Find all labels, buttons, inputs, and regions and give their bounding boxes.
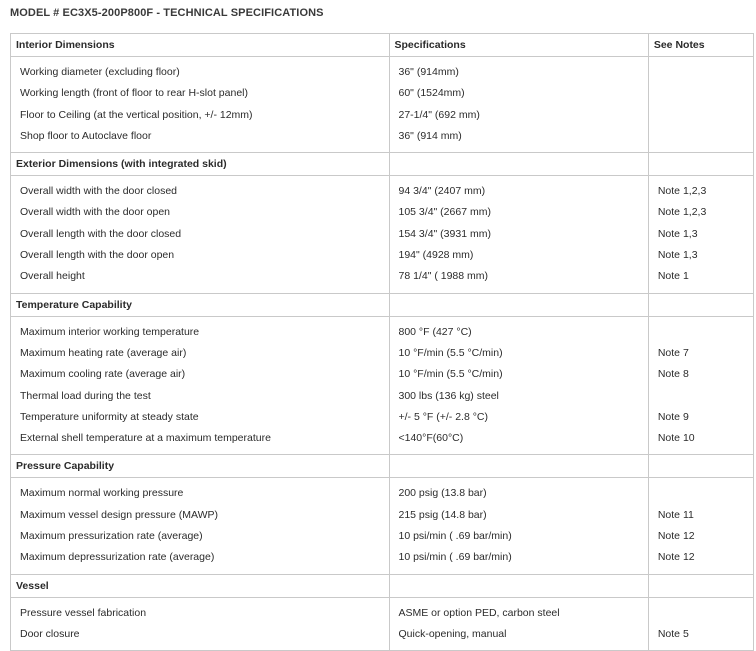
spec-value: 78 1/4" ( 1988 mm): [398, 270, 489, 283]
spec-label: Working length (front of floor to rear H-slot panel): [20, 87, 248, 100]
section-notes-header: [648, 293, 753, 316]
spec-label: Door closure: [20, 627, 80, 640]
spec-value: +/- 5 °F (+/- 2.8 °C): [398, 410, 489, 423]
spec-label-cell: [11, 597, 390, 651]
spec-note: [649, 126, 753, 147]
spec-note: [649, 62, 753, 83]
spec-label: External shell temperature at a maximum temperature: [20, 432, 271, 445]
spec-label: Maximum vessel design pressure (MAWP): [20, 508, 218, 521]
spec-label: Overall length with the door open: [20, 249, 175, 262]
spec-value: <140°F(60°C): [398, 432, 464, 445]
spec-value: 36" (914mm): [398, 66, 459, 78]
spec-value-cell: [389, 176, 648, 293]
spec-value: 300 lbs (136 kg) steel: [398, 389, 499, 402]
spec-label: Shop floor to Autoclave floor: [20, 129, 152, 142]
section-heading: Temperature Capability: [11, 293, 390, 316]
spec-note-cell: [648, 597, 753, 651]
spec-label: Working diameter (excluding floor): [20, 66, 180, 78]
spec-value-cell: [389, 316, 648, 455]
spec-value: Quick-opening, manual: [398, 627, 507, 640]
spec-note: [649, 603, 753, 624]
section-notes-header: [648, 574, 753, 597]
section-spec-header: [389, 574, 648, 597]
spec-note-cell: [648, 176, 753, 293]
spec-label: Pressure vessel fabrication: [20, 606, 147, 619]
spec-label: Overall length with the door closed: [20, 227, 182, 240]
spec-value: 36" (914 mm): [398, 129, 462, 142]
spec-value: 154 3/4" (3931 mm): [398, 227, 491, 240]
spec-note: Note 1: [657, 270, 689, 283]
spec-label: Maximum heating rate (average air): [20, 346, 187, 359]
spec-value: 10 °F/min (5.5 °C/min): [398, 346, 503, 359]
section-notes-header: [648, 153, 753, 176]
section-body-row: [11, 478, 754, 574]
section-heading: Pressure Capability: [11, 455, 390, 478]
section-heading: Vessel: [11, 574, 390, 597]
spec-value: ASME or option PED, carbon steel: [398, 606, 560, 619]
spec-label: Maximum interior working temperature: [20, 325, 200, 338]
spec-note-cell: [648, 316, 753, 455]
spec-note: Note 11: [657, 508, 694, 521]
spec-value: 27-1/4" (692 mm): [398, 108, 480, 121]
spec-value: 94 3/4" (2407 mm): [398, 185, 486, 198]
spec-note: Note 12: [657, 551, 695, 564]
spec-label: Temperature uniformity at steady state: [20, 410, 199, 423]
spec-note-cell: [648, 57, 753, 153]
spec-note: Note 1,2,3: [657, 206, 707, 219]
spec-note: Note 7: [657, 346, 689, 359]
section-notes-header: [648, 455, 753, 478]
spec-note: Note 1,3: [657, 227, 698, 240]
spec-note: Note 1,2,3: [657, 185, 707, 198]
section-body-row: [11, 316, 754, 455]
spec-value-cell: [389, 597, 648, 651]
spec-label-cell: [11, 478, 390, 574]
spec-label-cell: [11, 176, 390, 293]
spec-label-cell: [11, 316, 390, 455]
spec-note: Note 8: [657, 368, 689, 381]
section-spec-header: Specifications: [389, 34, 648, 57]
section-spec-header: [389, 153, 648, 176]
section-body-row: [11, 57, 754, 153]
section-spec-header: [389, 455, 648, 478]
spec-note: Note 1,3: [657, 249, 698, 262]
spec-table: [10, 33, 754, 651]
spec-note-cell: [648, 478, 753, 574]
page-title: MODEL # EC3X5-200P800F - TECHNICAL SPECIFICATIONS: [10, 7, 324, 19]
spec-value-cell: [389, 57, 648, 153]
spec-value: 200 psig (13.8 bar): [398, 487, 487, 500]
spec-label: Maximum normal working pressure: [20, 487, 184, 500]
section-header-row: [11, 34, 754, 57]
spec-label: Overall height: [20, 270, 85, 283]
spec-value: 10 psi/min ( .69 bar/min): [398, 551, 512, 564]
section-header-row: [11, 293, 754, 316]
spec-note: Note 5: [657, 627, 689, 640]
spec-note: [649, 105, 753, 126]
spec-note: Note 12: [657, 530, 695, 543]
spec-value: 800 °F (427 °C): [398, 325, 472, 338]
spec-note: [649, 322, 753, 343]
spec-note: [649, 386, 753, 407]
spec-note: [649, 483, 753, 504]
spec-table-body: [11, 34, 754, 651]
spec-value: 10 °F/min (5.5 °C/min): [398, 368, 503, 381]
spec-value: 215 psig (14.8 bar): [398, 508, 487, 521]
spec-note: Note 9: [657, 410, 689, 423]
section-header-row: [11, 153, 754, 176]
section-header-row: [11, 574, 754, 597]
spec-value: 10 psi/min ( .69 bar/min): [398, 530, 512, 543]
spec-label: Maximum pressurization rate (average): [20, 530, 203, 543]
section-heading: Exterior Dimensions (with integrated skid): [11, 153, 390, 176]
spec-note: Note 10: [657, 432, 695, 445]
section-body-row: [11, 176, 754, 293]
spec-label: Thermal load during the test: [20, 389, 151, 402]
spec-value: 60" (1524mm): [398, 87, 465, 100]
section-spec-header: [389, 293, 648, 316]
spec-label: Overall width with the door closed: [20, 185, 177, 198]
spec-label: Floor to Ceiling (at the vertical position, +/- 12mm): [20, 108, 253, 121]
section-heading: Interior Dimensions: [11, 34, 390, 57]
spec-note: [649, 83, 753, 104]
spec-value: 194" (4928 mm): [398, 249, 474, 262]
section-notes-header: See Notes: [648, 34, 753, 57]
section-body-row: [11, 597, 754, 651]
spec-label: Maximum depressurization rate (average): [20, 551, 215, 564]
spec-label: Overall width with the door open: [20, 206, 170, 219]
spec-label-cell: [11, 57, 390, 153]
section-header-row: [11, 455, 754, 478]
spec-value: 105 3/4" (2667 mm): [398, 206, 491, 219]
spec-label: Maximum cooling rate (average air): [20, 368, 186, 381]
spec-value-cell: [389, 478, 648, 574]
